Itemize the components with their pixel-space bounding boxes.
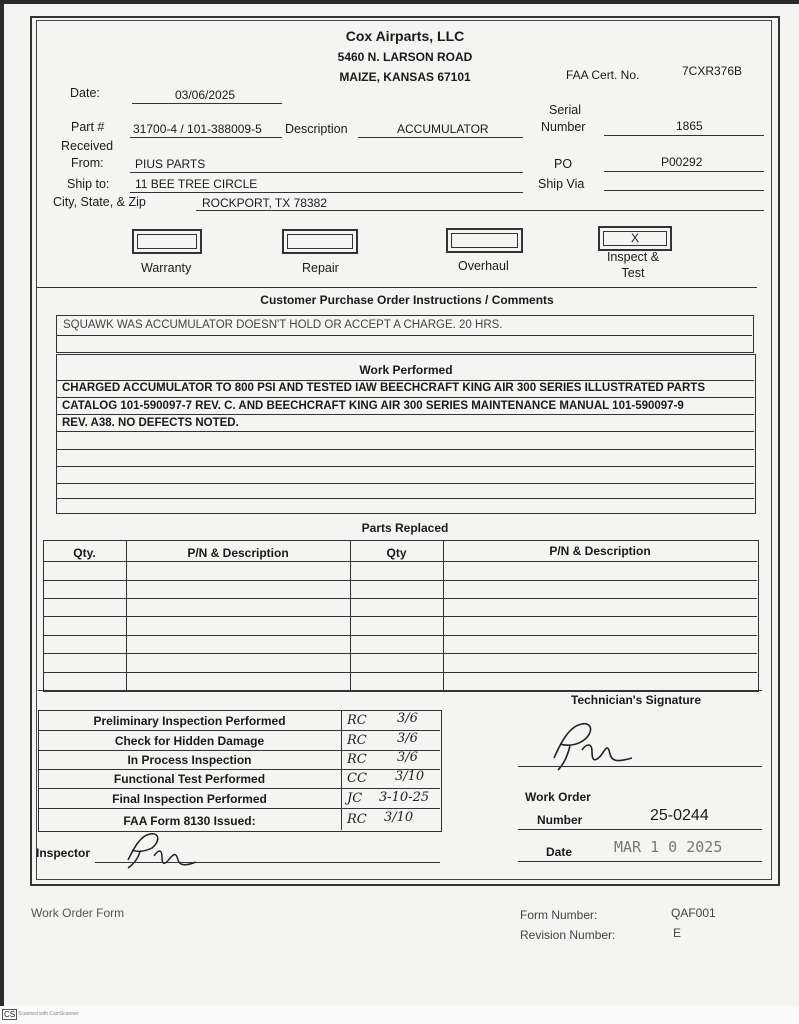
inspection-label-0: Preliminary Inspection Performed xyxy=(93,714,286,728)
footer-form-number-value: QAF001 xyxy=(671,906,716,920)
inspect-test-label-2: Test xyxy=(621,266,645,280)
date-stamp-label: Date xyxy=(546,845,573,859)
inspection-date-4: 3-10-25 xyxy=(379,790,430,805)
work-order-label-1: Work Order xyxy=(525,790,591,804)
ship-via-label: Ship Via xyxy=(538,177,585,191)
footer-revision-label: Revision Number: xyxy=(520,928,616,942)
inspection-label-1: Check for Hidden Damage xyxy=(114,734,265,748)
warranty-label: Warranty xyxy=(141,261,192,275)
inspection-label-4: Final Inspection Performed xyxy=(112,792,267,806)
overhaul-label: Overhaul xyxy=(458,259,509,273)
inspection-date-5: 3/10 xyxy=(384,810,414,825)
ship-to-label: Ship to: xyxy=(67,177,110,191)
date-stamp-value: MAR 1 0 2025 xyxy=(614,838,723,856)
inspector-signature xyxy=(120,830,200,870)
footer-revision-value: E xyxy=(673,926,682,940)
company-address-1: 5460 N. LARSON ROAD xyxy=(337,50,473,64)
faa-cert-value: 7CXR376B xyxy=(682,64,743,78)
inspection-label-5: FAA Form 8130 Issued: xyxy=(123,814,256,828)
date-label: Date: xyxy=(70,86,100,100)
footer-form-title: Work Order Form xyxy=(31,906,125,920)
work-performed-title: Work Performed xyxy=(359,363,453,377)
inspection-initials-0: RC xyxy=(347,713,367,728)
inspection-initials-4: JC xyxy=(347,791,363,806)
faa-cert-label: FAA Cert. No. xyxy=(566,68,640,82)
work-line-2: CATALOG 101-590097-7 REV. C. AND BEECHCRAFT KING AIR 300 SERIES MAINTENANCE MANUAL 101-590097-9 xyxy=(62,400,684,412)
warranty-checkbox[interactable] xyxy=(132,229,202,254)
po-value: P00292 xyxy=(661,155,703,169)
inspect-test-label-1: Inspect & xyxy=(606,250,660,264)
parts-header-qty-1: Qty. xyxy=(73,546,96,560)
inspect-test-mark: X xyxy=(630,231,639,245)
footer-form-number-label: Form Number: xyxy=(520,908,598,922)
inspection-label-2: In Process Inspection xyxy=(127,753,252,767)
parts-header-pn-1: P/N & Description xyxy=(187,546,289,560)
work-line-1: CHARGED ACCUMULATOR TO 800 PSI AND TESTED IAW BEECHCRAFT KING AIR 300 SERIES ILLUSTRATED PARTS xyxy=(62,382,705,394)
ship-to-value: 11 BEE TREE CIRCLE xyxy=(135,177,258,191)
inspection-initials-5: RC xyxy=(347,812,367,827)
received-label-2: From: xyxy=(71,156,104,170)
work-line-3: REV. A38. NO DEFECTS NOTED. xyxy=(62,417,239,429)
scanner-badge: CS xyxy=(4,1010,16,1019)
description-label: Description xyxy=(285,122,348,136)
scanner-strip xyxy=(0,1006,799,1024)
received-label-1: Received xyxy=(61,139,114,153)
serial-label-2: Number xyxy=(541,120,586,134)
inspect-test-checkbox[interactable] xyxy=(598,226,672,251)
repair-label: Repair xyxy=(302,261,339,275)
instructions-text: SQUAWK WAS ACCUMULATOR DOESN'T HOLD OR ACCEPT A CHARGE. 20 HRS. xyxy=(63,319,503,331)
city-state-zip-label: City, State, & Zip xyxy=(53,195,146,209)
inspection-initials-3: CC xyxy=(347,771,367,786)
serial-label-1: Serial xyxy=(549,103,581,117)
work-order-value: 25-0244 xyxy=(650,807,709,824)
inspection-date-1: 3/6 xyxy=(397,731,418,746)
inspection-date-3: 3/10 xyxy=(395,769,425,784)
inspection-date-0: 3/6 xyxy=(397,711,418,726)
inspection-initials-2: RC xyxy=(347,752,367,767)
received-from-value: PIUS PARTS xyxy=(135,157,206,171)
instructions-title: Customer Purchase Order Instructions / Comments xyxy=(260,293,554,307)
description-value: ACCUMULATOR xyxy=(397,122,489,136)
overhaul-checkbox[interactable] xyxy=(446,228,523,253)
parts-header-pn-2: P/N & Description xyxy=(549,544,651,558)
parts-header-qty-2: Qty xyxy=(386,546,407,560)
work-order-label-2: Number xyxy=(537,813,583,827)
city-state-zip-value: ROCKPORT, TX 78382 xyxy=(202,196,327,210)
inspection-date-2: 3/6 xyxy=(397,750,418,765)
company-name: Cox Airparts, LLC xyxy=(345,28,465,44)
company-address-2: MAIZE, KANSAS 67101 xyxy=(339,70,471,84)
part-value: 31700-4 / 101-388009-5 xyxy=(133,122,262,136)
date-value: 03/06/2025 xyxy=(175,88,236,102)
inspection-label-3: Functional Test Performed xyxy=(113,772,266,786)
parts-replaced-title: Parts Replaced xyxy=(361,521,449,535)
inspector-label: Inspector xyxy=(36,846,91,860)
po-label: PO xyxy=(554,157,573,171)
technician-signature-label: Technician's Signature xyxy=(571,693,701,707)
inspection-initials-1: RC xyxy=(347,733,367,748)
part-label: Part # xyxy=(71,120,105,134)
repair-checkbox[interactable] xyxy=(282,229,358,254)
scanner-text: Scanned with CamScanner xyxy=(18,1011,79,1017)
serial-value: 1865 xyxy=(676,119,703,133)
